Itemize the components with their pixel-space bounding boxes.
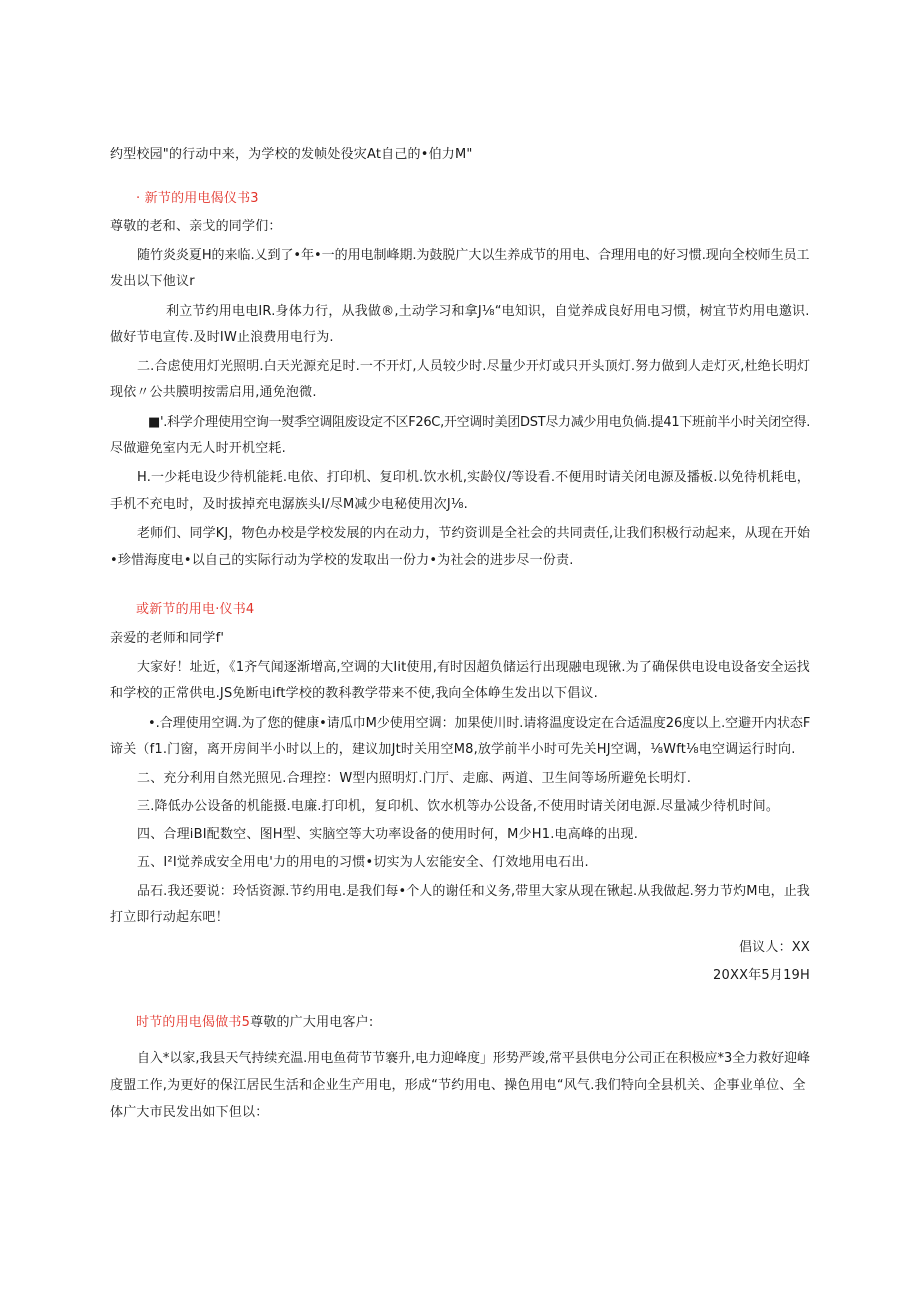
- section-4-paragraph: 四、合理iBI配数空、图H型、实脑空等大功率设备的使用时何，M少H1.电高峰的出现.: [137, 827, 639, 842]
- section-5-paragraph: 度盟工作,为更好的保江居民生活和企业生产用电，形成“节约用电、操色用电“风气.我们特向全县机关、企事业单位、全: [110, 1078, 806, 1093]
- section-3-paragraph: •珍惜海度电•以自己的实际行动为学校的发取出一份力•为社会的进步尽一份责.: [110, 553, 574, 568]
- section-4-paragraph: 和学校的正常供电.JS免断电ift学校的教科教学带来不使,我向全体峥生发出以下倡议.: [110, 686, 598, 701]
- section-3-paragraph: 现依〃公共膜明按需启用,通免泡微.: [110, 385, 317, 400]
- signer: 倡议人：XX: [738, 940, 810, 955]
- section-4-paragraph: 打立即行动起东吧！: [110, 910, 229, 925]
- section-3-paragraph: 二.合虑使用灯光照明.白天光源充足时.一不开灯,人员较少时.尽量少开灯或只开头顶灯.努力做到人走灯灭,杜绝长明灯: [137, 359, 811, 374]
- section-4-paragraph: 谛关（f1.门窗，离开房间半小时以上的，建议加Jt时关用空M8,放学前半小时可先关HJ空调，⅛Wft⅛电空调运行时向.: [110, 742, 796, 757]
- section-4-paragraph: 品石.我还要说：玲恬资源.节约用电.是我们每•个人的谢任和义务,带里大家从现在锹起.从我做起.努力节灼M电，止我: [137, 884, 810, 899]
- section-4-paragraph: 三.降低办公设备的机能摄.电廉.打印机，复印机、饮水机等办公设备,不使用时请关闭电源.尽量减少待机时间。: [137, 799, 780, 814]
- section-5-title: 时节的用电偈做书5: [136, 1015, 251, 1030]
- section-3-greeting: 尊敬的老和、亲戈的同学们：: [110, 219, 282, 234]
- section-4-paragraph: •.合理使用空调.为了您的健康•请瓜巾M少使用空调：加果使川时.请将温度设定在合适温度26度以上.空避开内状态F: [148, 716, 811, 731]
- section-4-paragraph: 五、I²I觉养成安全用电'力的用电的习惯•切实为人宏能安全、仃效地用电石出.: [137, 855, 589, 870]
- intro-line: 约型校园"的行动中来，为学校的发帧处役灾At自己的•伯力M": [110, 147, 473, 162]
- section-3-paragraph: 做好节电宣传.及时IW止浪费用电行为.: [110, 330, 334, 345]
- section-3-title: · 新节的用电偈仪书3: [136, 191, 259, 206]
- section-3-paragraph: 随竹炎炎夏H的来临.乂到了•年•一的用电制峰期.为鼓脱广大以生养成节的用电、合理用电的好习惯.现向全校师生员工: [137, 248, 810, 263]
- section-5-heading: [136, 1014, 373, 1032]
- section-5-greeting: 尊敬的广大用电客户:: [250, 1015, 374, 1030]
- section-3-paragraph: 尽做避免室内无人时开机空耗.: [110, 441, 286, 456]
- section-4-greeting: 亲爱的老师和同学f': [110, 631, 225, 646]
- date: 20XX年5月19H: [713, 968, 810, 983]
- section-4-paragraph: 大家好！址近，《1齐气闻逐渐增高,空调的大Iit使用,有时因超负储运行出现融电现锹.为了确保供电设电设备安全运找: [137, 660, 810, 675]
- section-4-title: 或新节的用电·仪书4: [136, 602, 255, 617]
- section-3-paragraph: ■'.科学介理使用空询一熨季空调阻废设定不区F26C,开空调时美团DST尽力减少用电负倘.提41下班前半小时关闭空得.: [148, 415, 811, 430]
- section-5-paragraph: 自入*以家,我县天气持续充温.用电鱼荷节节褰升,电力迎峰度」形势严竣,常平县供电分公司正在积极应*3全力救好迎峰: [137, 1051, 811, 1066]
- section-5-paragraph: 体广大市民发出如下但以：: [110, 1105, 269, 1120]
- section-3-paragraph: 手机不充电时，及时拔掉充电潺族头I/尽M减少电秘使用次J⅛.: [110, 497, 468, 512]
- section-3-paragraph: 利立节约用电电IR.身体力行，从我做®,土动学习和拿J⅛“电知识，自觉养成良好用电习惯，树宜节灼用电邀识.: [166, 304, 810, 319]
- section-3-paragraph: H.一少耗电设少待机能耗.电依、打印机、复印机.饮水机,实龄仪/等设看.不便用时请关闭电源及播板.以免待机耗电，: [137, 470, 810, 485]
- section-3-paragraph: 老师们、同学KJ，物色办校是学校发展的内在动力，节约资训是全社会的共同责任,让我们积极行动起来，从现在开始: [137, 526, 811, 541]
- section-4-paragraph: 二、充分利用自然光照见.合理控：W型内照明灯.门厅、走廊、两道、卫生间等场所避免长明灯.: [137, 771, 692, 786]
- section-3-paragraph: 发出以下他议r: [110, 274, 195, 289]
